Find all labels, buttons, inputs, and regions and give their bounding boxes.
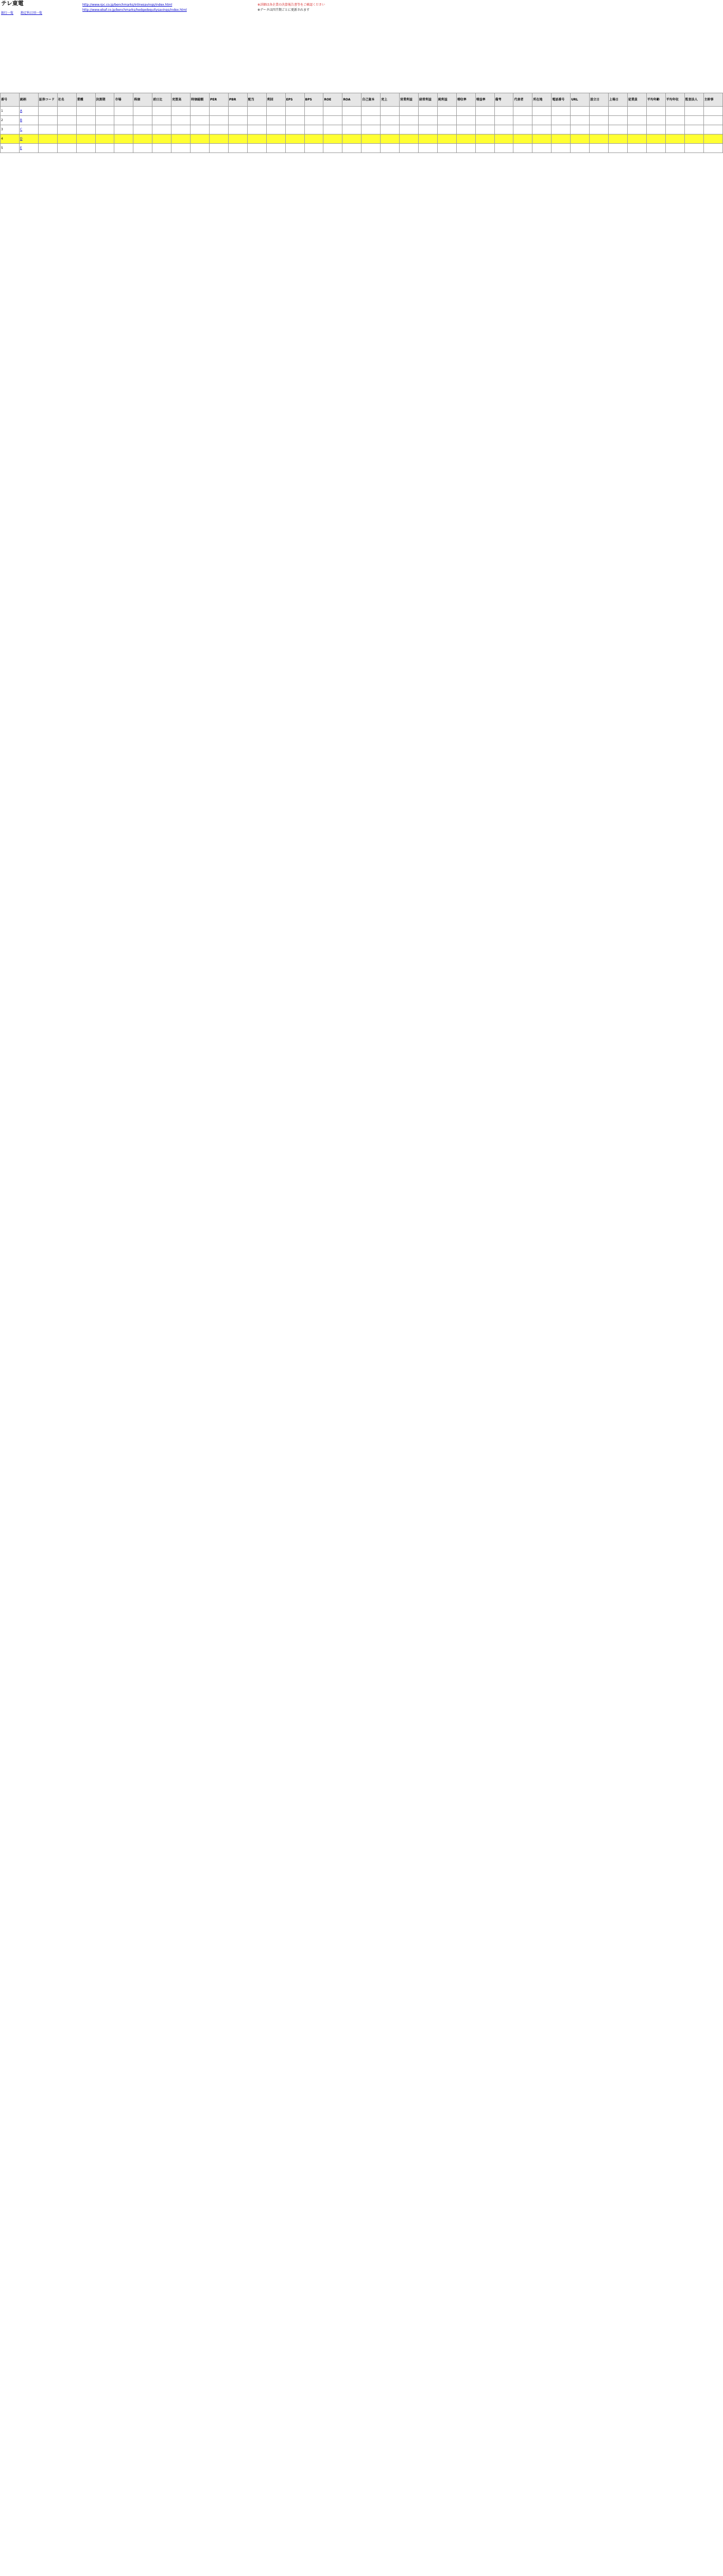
table-cell — [304, 116, 323, 125]
column-header: 監査法人 — [684, 93, 703, 107]
table-cell — [627, 134, 646, 144]
table-cell — [304, 107, 323, 116]
table-cell — [228, 107, 247, 116]
table-cell — [171, 144, 191, 153]
table-cell — [665, 125, 684, 134]
column-header: 利回 — [266, 93, 285, 107]
url-1[interactable]: http://www.rpc.co.jp/benchmarks/inlinesavings/index.html — [82, 3, 173, 7]
table-cell — [475, 116, 494, 125]
table-cell — [703, 107, 722, 116]
column-header: 増益率 — [475, 93, 494, 107]
table-cell — [152, 134, 171, 144]
table-cell — [494, 134, 513, 144]
table-cell — [171, 134, 191, 144]
column-header: 増収率 — [456, 93, 475, 107]
table-cell — [152, 125, 171, 134]
table-cell — [532, 107, 552, 116]
table-cell — [133, 134, 152, 144]
table-cell — [590, 134, 609, 144]
table-cell: 2 — [1, 116, 20, 125]
table-cell — [285, 116, 304, 125]
table-cell — [228, 144, 247, 153]
table-cell — [437, 116, 456, 125]
table-cell — [513, 107, 532, 116]
table-cell — [552, 107, 571, 116]
table-cell — [532, 134, 552, 144]
table-cell — [665, 107, 684, 116]
table-cell — [646, 107, 665, 116]
table-cell — [627, 107, 646, 116]
table-cell — [57, 116, 76, 125]
table-cell — [418, 144, 437, 153]
table-cell — [209, 116, 228, 125]
table-cell — [513, 116, 532, 125]
table-cell — [247, 107, 266, 116]
table-cell — [191, 116, 210, 125]
table-cell: 4 — [1, 134, 20, 144]
table-cell — [76, 107, 95, 116]
table-cell — [646, 144, 665, 153]
column-header: PER — [209, 93, 228, 107]
table-cell — [95, 116, 114, 125]
column-header: 代表者 — [513, 93, 532, 107]
table-cell — [665, 144, 684, 153]
data-table — [0, 93, 723, 2576]
table-row — [1, 134, 723, 144]
table-cell — [609, 107, 628, 116]
column-header: 平均年収 — [665, 93, 684, 107]
table-cell[interactable]: B — [19, 116, 38, 125]
table-cell — [133, 107, 152, 116]
table-cell — [684, 107, 703, 116]
table-cell — [571, 116, 590, 125]
table-cell — [627, 125, 646, 134]
table-cell — [665, 116, 684, 125]
table-cell — [400, 144, 419, 153]
table-cell — [684, 125, 703, 134]
table-cell — [191, 125, 210, 134]
table-cell — [361, 116, 381, 125]
table-cell — [361, 125, 381, 134]
column-header: 業種 — [76, 93, 95, 107]
table-cell — [590, 144, 609, 153]
table-cell — [381, 144, 400, 153]
table-cell — [361, 134, 381, 144]
table-cell — [114, 134, 133, 144]
table-cell — [684, 144, 703, 153]
table-cell — [304, 125, 323, 134]
table-cell — [95, 144, 114, 153]
column-header: 上場日 — [609, 93, 628, 107]
table-cell — [532, 125, 552, 134]
table-cell — [609, 125, 628, 134]
table-cell — [114, 107, 133, 116]
page-title: テレ東電 — [1, 0, 24, 7]
table-cell — [571, 107, 590, 116]
table-cell — [703, 144, 722, 153]
table-cell — [323, 107, 342, 116]
table-cell — [285, 125, 304, 134]
table-cell — [475, 107, 494, 116]
column-header: 社名 — [57, 93, 76, 107]
table-cell — [209, 125, 228, 134]
table-cell — [266, 144, 285, 153]
column-header: 電話番号 — [552, 93, 571, 107]
table-cell — [627, 144, 646, 153]
table-cell — [247, 134, 266, 144]
table-cell — [304, 134, 323, 144]
table-row — [1, 107, 723, 116]
note-1: ※詳細は各企業の決算報告書等をご確認ください — [257, 3, 325, 7]
table-cell — [475, 134, 494, 144]
table-cell — [475, 125, 494, 134]
table-cell — [665, 134, 684, 144]
table-cell — [703, 125, 722, 134]
table-cell: 5 — [1, 144, 20, 153]
table-cell — [323, 134, 342, 144]
table-cell — [38, 116, 57, 125]
column-header: 平均年齢 — [646, 93, 665, 107]
table-cell — [418, 116, 437, 125]
table-cell — [552, 125, 571, 134]
table-cell — [703, 134, 722, 144]
table-cell — [437, 134, 456, 144]
table-cell — [228, 125, 247, 134]
table-cell — [684, 134, 703, 144]
table-cell — [323, 125, 342, 134]
table-cell — [304, 144, 323, 153]
column-header: 純利益 — [437, 93, 456, 107]
column-header: 時価総額 — [191, 93, 210, 107]
table-cell — [95, 134, 114, 144]
table-cell — [456, 125, 475, 134]
nav-link-1[interactable]: 勘定科目別一覧 — [21, 11, 43, 15]
table-cell — [400, 116, 419, 125]
table-cell — [456, 116, 475, 125]
column-header: 配当 — [247, 93, 266, 107]
column-header: 備考 — [494, 93, 513, 107]
table-cell — [152, 107, 171, 116]
table-cell — [266, 125, 285, 134]
table-cell — [646, 125, 665, 134]
table-cell — [114, 125, 133, 134]
table-cell — [590, 116, 609, 125]
table-cell — [532, 144, 552, 153]
table-cell — [209, 107, 228, 116]
note-2: ※データは四半期ごとに更新されます — [257, 8, 310, 12]
table-cell — [571, 144, 590, 153]
table-cell — [400, 107, 419, 116]
table-cell — [609, 134, 628, 144]
table-cell — [552, 144, 571, 153]
table-cell — [437, 107, 456, 116]
table-cell — [266, 116, 285, 125]
column-header: 従業員 — [627, 93, 646, 107]
table-cell — [532, 116, 552, 125]
table-cell — [247, 116, 266, 125]
column-header: 自己資本 — [361, 93, 381, 107]
column-header: 番号 — [1, 93, 20, 107]
table-cell — [513, 134, 532, 144]
table-cell — [76, 144, 95, 153]
table-cell — [38, 107, 57, 116]
table-cell — [191, 107, 210, 116]
table-cell — [418, 107, 437, 116]
table-cell — [342, 116, 361, 125]
table-cell — [361, 144, 381, 153]
table-cell — [418, 134, 437, 144]
column-header: PBR — [228, 93, 247, 107]
table-cell — [228, 116, 247, 125]
table-cell — [191, 134, 210, 144]
table-cell — [552, 116, 571, 125]
table-cell — [494, 107, 513, 116]
column-header: ROA — [342, 93, 361, 107]
table-cell — [38, 144, 57, 153]
table-cell — [76, 116, 95, 125]
table-cell — [456, 134, 475, 144]
table-cell — [494, 125, 513, 134]
column-header: URL — [571, 93, 590, 107]
table-row — [1, 116, 723, 125]
table-cell — [475, 144, 494, 153]
table-cell — [38, 125, 57, 134]
page-header — [0, 0, 723, 93]
column-header: 営業利益 — [400, 93, 419, 107]
column-header: 銘柄 — [19, 93, 38, 107]
table-cell: 3 — [1, 125, 20, 134]
table-cell — [171, 107, 191, 116]
table-cell — [285, 144, 304, 153]
column-header: ROE — [323, 93, 342, 107]
table-cell[interactable]: D — [19, 134, 38, 144]
table-cell — [381, 116, 400, 125]
column-header: 株価 — [133, 93, 152, 107]
table-cell — [418, 125, 437, 134]
table-cell — [437, 125, 456, 134]
table-cell — [323, 144, 342, 153]
table-cell — [342, 134, 361, 144]
column-header: 決算期 — [95, 93, 114, 107]
table-cell — [95, 125, 114, 134]
table-cell — [381, 134, 400, 144]
table-cell — [133, 125, 152, 134]
table-cell — [285, 134, 304, 144]
column-header: 前日比 — [152, 93, 171, 107]
table-row — [1, 144, 723, 153]
column-header: EPS — [285, 93, 304, 107]
table-cell — [609, 144, 628, 153]
table-cell — [494, 116, 513, 125]
table-cell[interactable]: E — [19, 144, 38, 153]
table-cell — [513, 144, 532, 153]
table-cell — [323, 116, 342, 125]
table-cell — [57, 134, 76, 144]
table-cell — [342, 107, 361, 116]
table-cell — [247, 144, 266, 153]
table-cell — [381, 125, 400, 134]
table-cell — [57, 107, 76, 116]
table-cell — [209, 144, 228, 153]
table-cell — [133, 144, 152, 153]
column-header: 売上 — [381, 93, 400, 107]
table-cell — [456, 144, 475, 153]
table-cell — [209, 134, 228, 144]
table-cell — [266, 134, 285, 144]
table-cell — [95, 107, 114, 116]
table-cell — [437, 144, 456, 153]
table-cell — [114, 116, 133, 125]
table-cell — [266, 107, 285, 116]
table-cell — [571, 125, 590, 134]
table-cell — [400, 125, 419, 134]
table-cell — [381, 107, 400, 116]
table-cell — [171, 116, 191, 125]
table-row — [1, 125, 723, 134]
table-cell — [342, 144, 361, 153]
table-cell — [152, 116, 171, 125]
table-cell — [152, 144, 171, 153]
table-cell — [57, 144, 76, 153]
table-cell — [494, 144, 513, 153]
column-header: 所在地 — [532, 93, 552, 107]
table-cell — [571, 134, 590, 144]
column-header: BPS — [304, 93, 323, 107]
column-header: 主幹事 — [703, 93, 722, 107]
table-cell[interactable]: C — [19, 125, 38, 134]
table-cell: 1 — [1, 107, 20, 116]
table-cell — [342, 125, 361, 134]
table-cell — [627, 116, 646, 125]
table-cell — [228, 134, 247, 144]
table-cell — [552, 134, 571, 144]
table-cell — [133, 116, 152, 125]
column-header: 経常利益 — [418, 93, 437, 107]
table-cell — [590, 125, 609, 134]
table-cell — [114, 144, 133, 153]
table-cell[interactable]: A — [19, 107, 38, 116]
table-cell — [590, 107, 609, 116]
table-cell — [38, 134, 57, 144]
table-cell — [285, 107, 304, 116]
column-header: 市場 — [114, 93, 133, 107]
table-cell — [57, 125, 76, 134]
table-cell — [456, 107, 475, 116]
table-cell — [609, 116, 628, 125]
nav-link-0[interactable]: 銀行一覧 — [1, 11, 14, 15]
table-cell — [703, 116, 722, 125]
table-cell — [513, 125, 532, 134]
table-cell — [191, 144, 210, 153]
table-cell — [400, 134, 419, 144]
column-header: 売買高 — [171, 93, 191, 107]
url-2[interactable]: http://www.ebaf.co.jp/benchmarks/hedgedequitysavings/index.html — [82, 8, 187, 12]
table-cell — [646, 116, 665, 125]
table-cell — [76, 134, 95, 144]
table-cell — [646, 134, 665, 144]
table-cell — [361, 107, 381, 116]
column-header: 設立日 — [590, 93, 609, 107]
table-cell — [76, 125, 95, 134]
table-cell — [247, 125, 266, 134]
table-cell — [171, 125, 191, 134]
table-cell — [684, 116, 703, 125]
column-header: 証券コード — [38, 93, 57, 107]
